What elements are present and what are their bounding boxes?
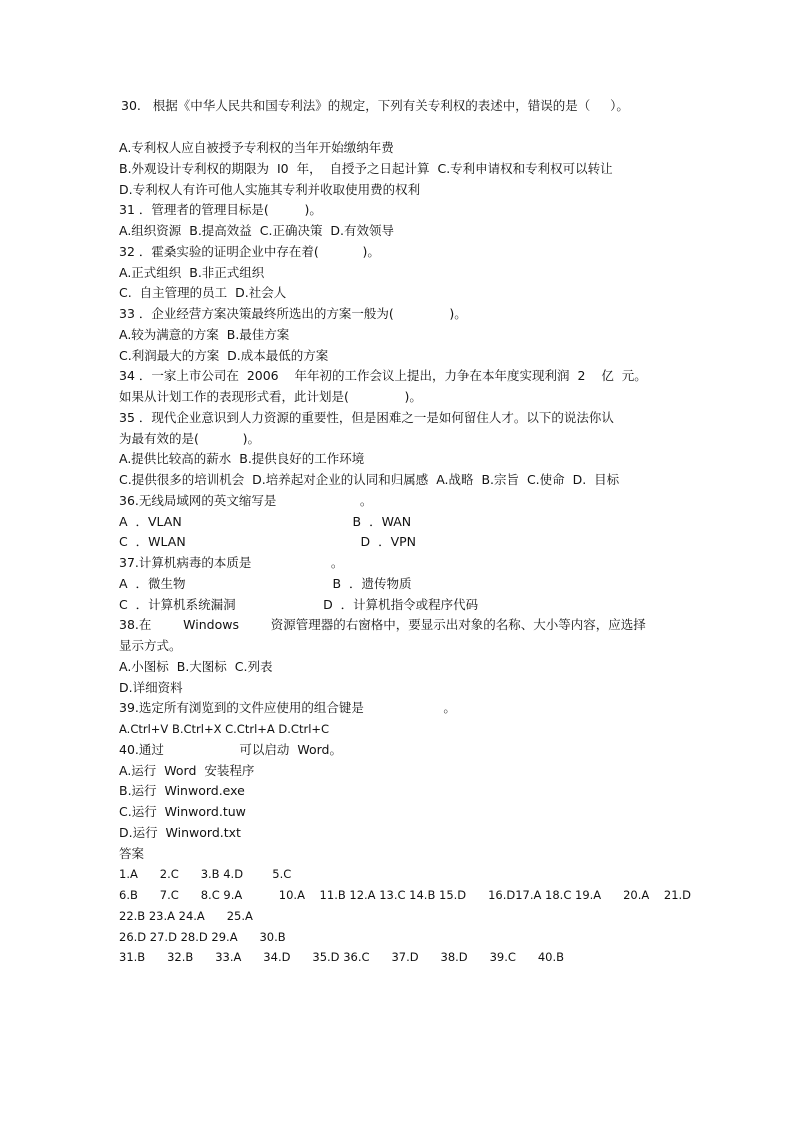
question-line: A.运行 Word 安装程序 (119, 762, 255, 778)
question-line: A ．VLAN B ．WAN (119, 513, 412, 529)
question-line: 40.通过 可以启动 Word。 (119, 741, 342, 757)
question-line: A.Ctrl+V B.Ctrl+X C.Ctrl+A D.Ctrl+C (119, 722, 330, 736)
question-line: B.外观设计专利权的期限为 I0 年， 自授予之日起计算 C.专利申请权和专利权可以转让 (119, 160, 613, 176)
question-line: C.利润最大的方案 D.成本最低的方案 (119, 347, 329, 363)
question-line: A.正式组织 B.非正式组织 (119, 264, 265, 280)
question-line: 38.在 Windows 资源管理器的右窗格中，要显示出对象的名称、大小等内容，应选择 (119, 617, 646, 633)
question-line: C ．计算机系统漏洞 D ．计算机指令或程序代码 (119, 596, 479, 612)
question-line: 33 ．企业经营方案决策最终所选出的方案一般为( )。 (119, 306, 467, 321)
question-line: 35 ．现代企业意识到人力资源的重要性，但是困难之一是如何留住人才。以下的说法你认 (119, 409, 614, 425)
answer-row: 1.A 2.C 3.B 4.D 5.C (119, 867, 292, 882)
question-line: B.运行 Winword.exe (119, 783, 245, 799)
question-line: C.运行 Winword.tuw (119, 804, 246, 819)
question-line: A.较为满意的方案 B.最佳方案 (119, 326, 290, 342)
answer-row: 6.B 7.C 8.C 9.A 10.A 11.B 12.A 13.C 14.B 15.D 16.D17.A 18.C 19.A 20.A 21.D (119, 888, 692, 902)
question-line: A.提供比较高的薪水 B.提供良好的工作环境 (119, 451, 365, 467)
question-line: A ．微生物 B ．遗传物质 (119, 575, 412, 591)
question-line: C. 自主管理的员工 D.社会人 (119, 285, 287, 301)
question-line: C.提供很多的培训机会 D.培养起对企业的认同和归属感 A.战略 B.宗旨 C.使命 D. 目标 (119, 472, 620, 487)
question-line: D.详细资料 (119, 679, 183, 695)
question-line: A.专利权人应自被授予专利权的当年开始缴纳年费 (119, 140, 394, 155)
question-line: 36.无线局域网的英文缩写是 。 (119, 492, 373, 508)
question-line: 39.选定所有浏览到的文件应使用的组合键是 。 (119, 700, 456, 716)
answer-row: 22.B 23.A 24.A 25.A (119, 908, 253, 923)
question-line: 31 ．管理者的管理目标是( )。 (119, 202, 322, 218)
question-line: 显示方式。 (119, 638, 182, 653)
question-line: 如果从计划工作的表现形式看，此计划是( )。 (119, 389, 422, 404)
question-line: A.小图标 B.大图标 C.列表 (119, 658, 273, 674)
question-line: C ．WLAN D ．VPN (119, 534, 417, 550)
answer-row: 31.B 32.B 33.A 34.D 35.D 36.C 37.D 38.D 39.C 40.B (119, 950, 565, 965)
question-line: 37.计算机病毒的本质是 。 (119, 555, 344, 570)
question-line: A.组织资源 B.提高效益 C.正确决策 D.有效领导 (119, 223, 394, 238)
answer-row: 26.D 27.D 28.D 29.A 30.B (119, 929, 286, 944)
question-line: 34 ．一家上市公司在 2006 年年初的工作会议上提出，力争在本年度实现利润 2 亿 元。 (119, 368, 647, 384)
question-line: 30. 根据《中华人民共和国专利法》的规定，下列有关专利权的表述中，错误的是（ ）。 (121, 98, 629, 113)
question-line: 为最有效的是( )。 (119, 430, 260, 446)
question-line: D.运行 Winword.txt (119, 824, 241, 840)
question-line: 32 ．霍桑实验的证明企业中存在着( )。 (119, 243, 380, 259)
answers-heading: 答案 (119, 845, 145, 861)
question-line: D.专利权人有许可他人实施其专利并收取使用费的权利 (119, 181, 421, 197)
